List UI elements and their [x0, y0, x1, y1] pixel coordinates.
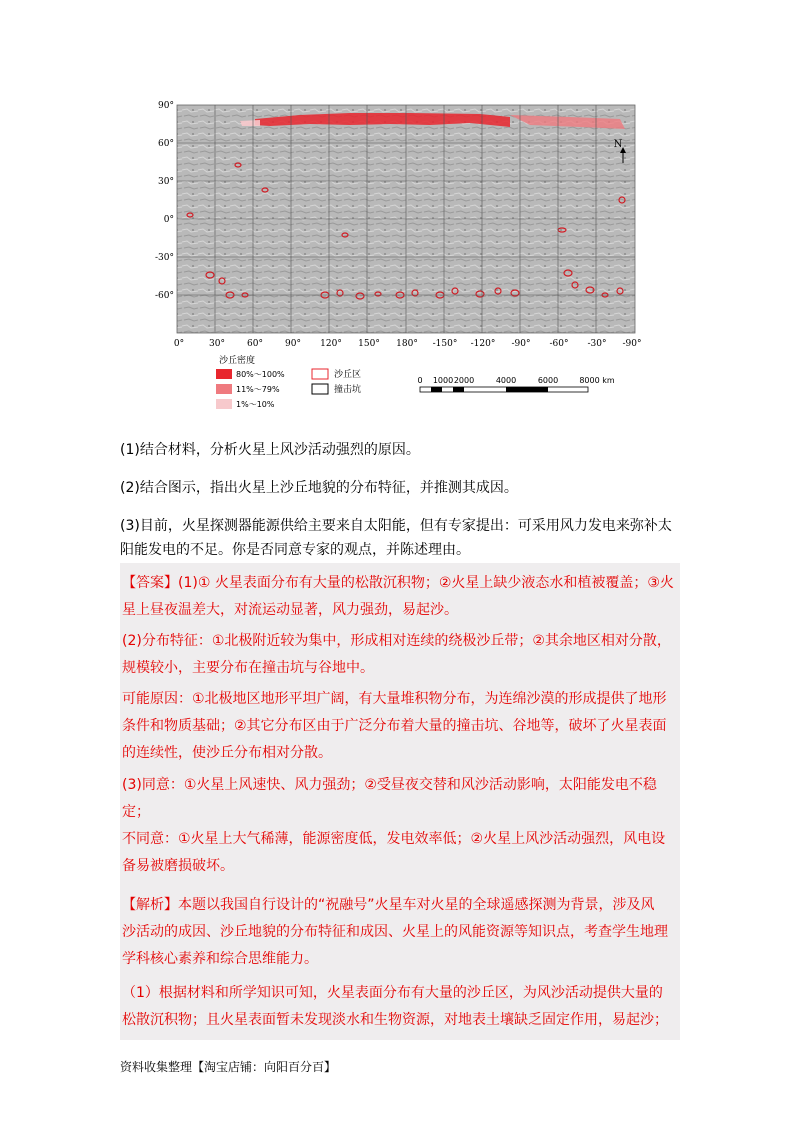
lon-label: -90° [511, 339, 531, 349]
legend-density-mid: 11%～79% [236, 385, 280, 394]
question-1: (1)结合材料，分析火星上风沙活动强烈的原因。 [120, 442, 420, 458]
svg-text:0: 0 [417, 376, 423, 385]
analysis-p1-line-3: 学科核心素养和综合思维能力。 [122, 951, 318, 967]
lat-label: 0° [163, 215, 174, 225]
answer-p3-line-2: 条件和物质基础；②其它分布区由于广泛分布着大量的撞击坑、谷地等，破坏了火星表面 [122, 718, 667, 734]
answer-p2-line-2: 规模较小，主要分布在撞击坑与谷地中。 [122, 660, 374, 676]
scale-bar [417, 376, 614, 392]
legend-title: 沙丘密度 [219, 356, 256, 366]
answer-tag: 【答案】 [122, 575, 178, 591]
lon-label: 60° [247, 339, 263, 349]
lat-label: 60° [158, 139, 174, 149]
svg-text:1000: 1000 [432, 376, 454, 385]
answer-p4-line-1: (3)同意：①火星上风速快、风力强劲；②受昼夜交替和风沙活动影响，太阳能发电不稳定； [122, 777, 657, 820]
lon-label: 150° [358, 339, 380, 349]
answer-p3-line-1: 可能原因：①北极地区地形平坦广阔，有大量堆积物分布，为连绵沙漠的形成提供了地形 [122, 691, 667, 707]
legend-swatch-crater [312, 384, 328, 394]
svg-text:2000: 2000 [453, 376, 475, 385]
answer-p3-line-3: 的连续性，使沙丘分布相对分散。 [122, 745, 332, 761]
svg-text:6000: 6000 [537, 376, 559, 385]
svg-text:4000: 4000 [495, 376, 517, 385]
lon-label: -90° [622, 339, 642, 349]
lon-label: -30° [587, 339, 607, 349]
lon-label: -120° [470, 339, 496, 349]
lat-label: 30° [158, 177, 174, 187]
analysis-p1-line-1: 本题以我国自行设计的“祝融号”火星车对火星的全球遥感探测为背景，涉及风 [178, 897, 655, 913]
lat-label: 90° [158, 101, 174, 111]
legend-swatch-mid [216, 384, 232, 394]
legend-dune-area: 沙丘区 [334, 370, 362, 380]
lon-label: 120° [320, 339, 342, 349]
question-3-line-1: (3)目前，火星探测器能源供给主要来自太阳能，但有专家提出：可采用风力发电来弥补太 [120, 518, 672, 534]
analysis-paragraph-1 [122, 892, 678, 973]
lat-label: -60° [155, 291, 174, 301]
analysis-p1-line-2: 沙活动的成因、沙丘地貌的分布特征和成因、火星上的风能资源等知识点，考查学生地理 [122, 924, 668, 940]
answer-p1-line-1: (1)① 火星表面分布有大量的松散沉积物；②火星上缺少液态水和植被覆盖；③火 [178, 575, 674, 591]
lon-label: 30° [209, 339, 225, 349]
footer-source: 资料收集整理【淘宝店铺：向阳百分百】 [120, 1060, 337, 1074]
lat-label: -30° [155, 253, 174, 263]
svg-text:8000 km: 8000 km [579, 376, 615, 385]
legend-density-high: 80%～100% [236, 370, 285, 379]
answer-p1-line-2: 星上昼夜温差大，对流运动显著，风力强劲，易起沙。 [122, 602, 458, 618]
question-2: (2)结合图示，指出火星上沙丘地貌的分布特征，并推测其成因。 [120, 480, 518, 496]
legend-density-low: 1%～10% [236, 400, 275, 409]
analysis-p2-line-1: （1）根据材料和所学知识可知，火星表面分布有大量的沙丘区，为风沙活动提供大量的 [122, 985, 663, 1001]
analysis-tag: 【解析】 [122, 897, 178, 913]
legend-swatch-low [216, 399, 232, 409]
svg-text:N: N [613, 139, 623, 150]
answer-paragraph-1 [122, 570, 678, 624]
legend-crater: 撞击坑 [334, 385, 362, 395]
answer-paragraph-4 [122, 772, 678, 880]
analysis-paragraph-2 [122, 980, 678, 1034]
question-3-line-2: 阳能发电的不足。你是否同意专家的观点，并陈述理由。 [120, 542, 470, 558]
lon-label: 180° [396, 339, 418, 349]
lon-label: -150° [432, 339, 458, 349]
answer-paragraph-3 [122, 686, 678, 767]
answer-p4-line-2: 不同意：①火星上大气稀薄，能源密度低，发电效率低；②火星上风沙活动强烈，风电设 [122, 831, 666, 847]
lon-label: 0° [173, 339, 185, 349]
legend-swatch-dune-area [312, 369, 328, 379]
mars-dune-map [150, 95, 650, 420]
lon-label: 90° [285, 339, 301, 349]
answer-p4-line-3: 备易被磨损破坏。 [122, 858, 234, 874]
legend-swatch-high [216, 369, 232, 379]
answer-p2-line-1: (2)分布特征：①北极附近较为集中，形成相对连续的绕极沙丘带；②其余地区相对分散， [122, 633, 671, 649]
answer-paragraph-2 [122, 628, 678, 682]
map-svg [150, 95, 650, 420]
lon-label: -60° [549, 339, 569, 349]
analysis-p2-line-2: 松散沉积物；且火星表面暂未发现淡水和生物资源，对地表土壤缺乏固定作用，易起沙； [122, 1012, 668, 1028]
